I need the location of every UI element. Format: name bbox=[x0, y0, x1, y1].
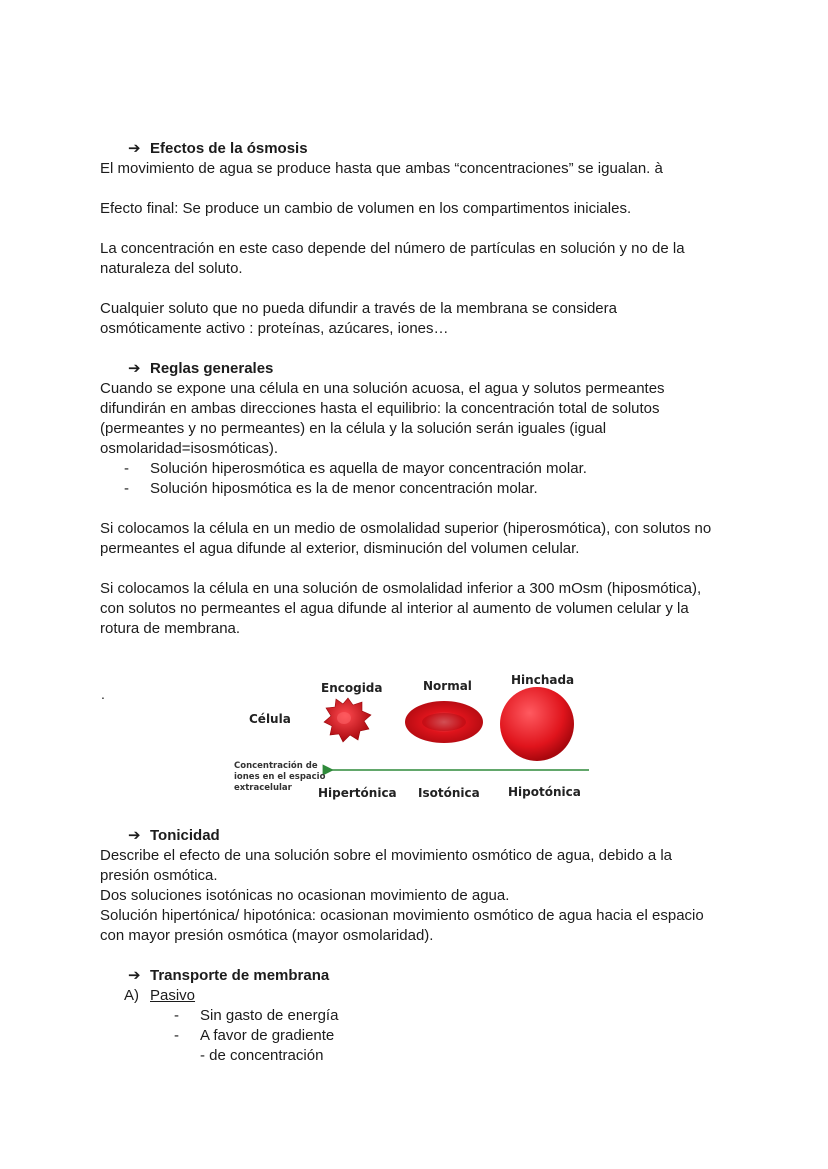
list-item: - A favor de gradiente bbox=[174, 1027, 335, 1044]
paragraph-line: osmóticamente activo : proteínas, azúcares, iones… bbox=[100, 320, 449, 337]
list-item: - Solución hiposmótica es la de menor concentración molar. bbox=[124, 480, 538, 497]
arrow-icon: ➔ bbox=[128, 360, 141, 377]
axis-label: Concentración de iones en el espacio extracelular bbox=[234, 761, 326, 793]
arrow-icon: ➔ bbox=[128, 140, 141, 157]
heading-transporte-membrana: ➔ Transporte de membrana bbox=[128, 967, 330, 984]
paragraph-line: naturaleza del soluto. bbox=[100, 260, 243, 277]
paragraph-line: Solución hipertónica/ hipotónica: ocasionan movimiento osmótico de agua hacia el espacio bbox=[100, 907, 704, 924]
paragraph-line: con mayor presión osmótica (mayor osmolaridad). bbox=[100, 927, 434, 944]
paragraph-line: osmolaridad=isosmóticas). bbox=[100, 440, 278, 457]
paragraph: Dos soluciones isotónicas no ocasionan movimiento de agua. bbox=[100, 887, 510, 904]
paragraph-line: (permeantes y no permeantes) en la célula y la solución serán iguales (igual bbox=[100, 420, 607, 437]
paragraph-line: permeantes el agua difunde al exterior, disminución del volumen celular. bbox=[100, 540, 580, 557]
paragraph-line: Si colocamos la célula en un medio de osmolalidad superior (hiperosmótica), con solutos no bbox=[100, 520, 712, 537]
dash-list bbox=[100, 1006, 740, 1046]
heading-reglas-generales: ➔ Reglas generales bbox=[128, 360, 274, 377]
label-hipertonica: Hipertónica bbox=[318, 786, 397, 800]
list-item: - Solución hiperosmótica es aquella de mayor concentración molar. bbox=[124, 460, 587, 477]
paragraph-line: Cualquier soluto que no pueda difundir a través de la membrana se considera bbox=[100, 300, 617, 317]
document-page bbox=[100, 139, 740, 639]
arrow-icon: ➔ bbox=[128, 967, 141, 984]
label-celula: Célula bbox=[249, 712, 291, 726]
paragraph-line: La concentración en este caso depende del número de partículas en solución y no de la bbox=[100, 240, 685, 257]
paragraph: Efecto final: Se produce un cambio de volumen en los compartimentos iniciales. bbox=[100, 200, 632, 217]
paragraph-line: difundirán en ambas direcciones hasta el equilibrio: la concentración total de solutos bbox=[100, 400, 660, 417]
paragraph-line: Cuando se expone una célula en una solución acuosa, el agua y solutos permeantes bbox=[100, 380, 665, 397]
label-isotonica: Isotónica bbox=[418, 786, 480, 800]
list-item-pasivo: A) Pasivo bbox=[124, 987, 196, 1004]
arrow-icon: ➔ bbox=[128, 827, 141, 844]
paragraph: El movimiento de agua se produce hasta que ambas “concentraciones” se igualan. à bbox=[100, 160, 663, 177]
label-encogida: Encogida bbox=[321, 681, 383, 695]
paragraph-line: presión osmótica. bbox=[100, 867, 218, 884]
stray-dot: . bbox=[101, 686, 105, 702]
paragraph-line: rotura de membrana. bbox=[100, 620, 241, 637]
paragraph-line: con solutos no permeantes el agua difunde al interior al aumento de volumen celular y la bbox=[100, 600, 689, 617]
heading-efectos-osmosis: ➔ Efectos de la ósmosis bbox=[128, 140, 308, 157]
document-page-lower bbox=[100, 826, 740, 1066]
swollen-cell bbox=[500, 687, 574, 761]
label-hipotonica: Hipotónica bbox=[508, 785, 581, 799]
paragraph-line: Describe el efecto de una solución sobre el movimiento osmótico de agua, debido a la bbox=[100, 847, 673, 864]
dash-list bbox=[100, 459, 740, 499]
tonicity-figure bbox=[232, 662, 604, 802]
sub-item: - de concentración bbox=[200, 1047, 324, 1064]
list-item: - Sin gasto de energía bbox=[174, 1007, 339, 1024]
label-normal: Normal bbox=[423, 679, 472, 693]
heading-tonicidad: ➔ Tonicidad bbox=[128, 827, 220, 844]
label-hinchada: Hinchada bbox=[511, 673, 575, 687]
paragraph-line: Si colocamos la célula en una solución de osmolalidad inferior a 300 mOsm (hiposmótica), bbox=[100, 580, 702, 597]
